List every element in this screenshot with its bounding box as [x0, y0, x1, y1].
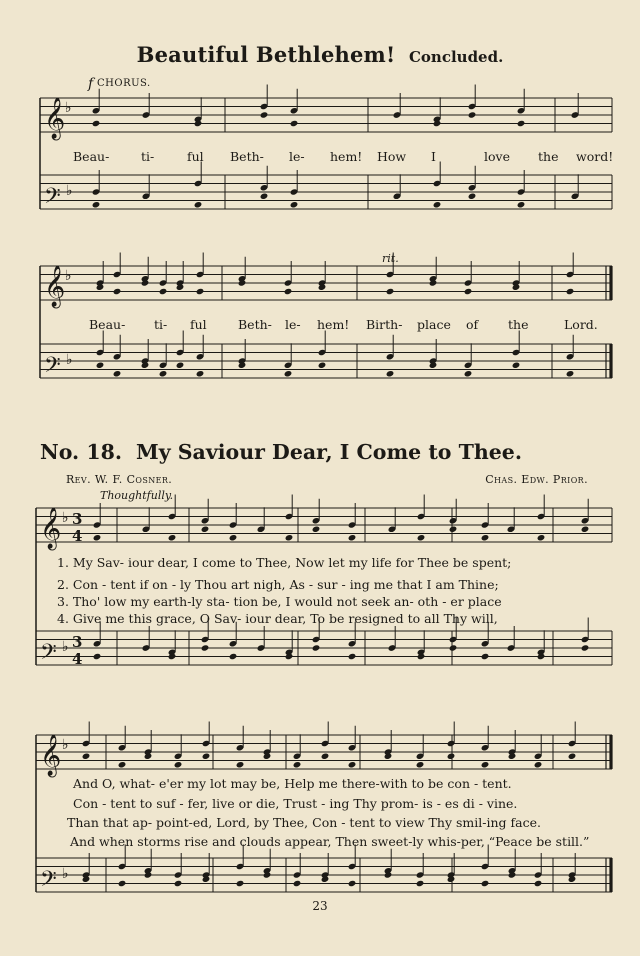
note-head — [348, 534, 357, 541]
note-head — [229, 534, 238, 541]
time-signature-bottom: 4 — [72, 527, 83, 545]
lyric-syllable: I — [431, 149, 436, 164]
verse-4-line-b: And when storms rise and clouds appear, Then sweet-ly whis-per, “Peace be still.” — [70, 834, 590, 849]
lyric-syllable: ful — [187, 149, 204, 164]
note-head — [481, 880, 490, 887]
lyric-syllable: le- — [285, 317, 301, 332]
bass-clef: 𝄢 — [40, 640, 57, 670]
note-head — [174, 880, 183, 887]
key-flat: ♭ — [65, 268, 72, 284]
note-head — [312, 644, 321, 651]
lyric-syllable: Birth- — [366, 317, 403, 332]
note-head — [312, 526, 321, 533]
note-head — [464, 288, 473, 295]
key-flat: ♭ — [66, 183, 73, 199]
note-head — [481, 761, 490, 768]
note-head — [236, 880, 245, 887]
lyric-syllable: How — [377, 149, 407, 164]
note-head — [534, 880, 543, 887]
key-flat: ♭ — [62, 737, 69, 753]
key-flat: ♭ — [66, 352, 73, 368]
note-head — [348, 880, 357, 887]
lyric-syllable: Lord. — [564, 317, 598, 332]
lyric-syllable: the — [508, 317, 529, 332]
note-head — [202, 753, 211, 760]
note-head — [236, 761, 245, 768]
lyric-syllable: word! — [576, 149, 614, 164]
note-head — [113, 370, 122, 377]
verse-1-line-b: And O, what- e'er my lot may be, Help me there-with to be con - tent. — [73, 776, 512, 791]
note-head — [449, 526, 458, 533]
lyric-syllable: le- — [289, 149, 305, 164]
rit-marking: rit. — [382, 252, 399, 265]
note-head — [176, 362, 185, 369]
note-head — [386, 288, 395, 295]
hymn-number: No. 18. — [40, 440, 122, 464]
lyric-syllable: Beau- — [89, 317, 126, 332]
lyric-syllable: Beth- — [238, 317, 272, 332]
note-head — [201, 526, 210, 533]
time-signature-bottom: 4 — [72, 650, 83, 668]
composer-credit: Chas. Edw. Prior. — [485, 473, 588, 486]
hymn-name: My Saviour Dear, I Come to Thee. — [136, 440, 522, 464]
lyricist-credit: Rev. W. F. Cosner. — [66, 473, 173, 486]
key-flat: ♭ — [65, 100, 72, 116]
note-head — [481, 534, 490, 541]
note-head — [159, 288, 168, 295]
note-head — [568, 753, 577, 760]
note-head — [566, 370, 575, 377]
verse-1-line-a: 1. My Sav- iour dear, I come to Thee, Now let my life for Thee be spent; — [57, 555, 512, 570]
note-head — [321, 753, 330, 760]
section-label: CHORUS. — [97, 78, 151, 89]
bass-clef: 𝄢 — [44, 184, 61, 214]
note-head — [293, 880, 302, 887]
verse-3-line-b: Than that ap- point-ed, Lord, by Thee, Con - tent to view Thy smil-ing face. — [67, 815, 541, 830]
lyric-syllable: Beth- — [230, 149, 264, 164]
note-head — [416, 880, 425, 887]
note-head — [449, 644, 458, 651]
note-head — [92, 201, 101, 208]
lyric-syllable: the — [538, 149, 559, 164]
tempo-marking: Thoughtfully. — [100, 489, 174, 502]
note-head — [118, 880, 127, 887]
page-number: 23 — [312, 899, 328, 913]
note-head — [196, 288, 205, 295]
note-head — [174, 761, 183, 768]
lyric-syllable: ti- — [141, 149, 155, 164]
treble-clef: 𝄞 — [44, 266, 66, 307]
note-head — [348, 761, 357, 768]
lyric-syllable: love — [484, 149, 510, 164]
note-head — [348, 653, 357, 660]
song-title-main: Beautiful Bethlehem! — [136, 42, 396, 67]
note-head — [113, 288, 122, 295]
verse-2-line-b: Con - tent to suf - fer, live or die, Trust - ing Thy prom- is - es di - vine. — [73, 796, 518, 811]
note-head — [285, 534, 294, 541]
lyric-syllable: ti- — [154, 317, 168, 332]
note-head — [581, 644, 590, 651]
note-head — [82, 753, 91, 760]
note-head — [118, 761, 127, 768]
note-head — [517, 120, 526, 127]
note-head — [537, 534, 546, 541]
note-head — [229, 653, 238, 660]
note-head — [284, 370, 293, 377]
note-head — [194, 201, 203, 208]
note-head — [196, 370, 205, 377]
note-head — [260, 193, 269, 200]
note-head — [566, 288, 575, 295]
note-head — [159, 370, 168, 377]
lyric-syllable: hem! — [330, 149, 363, 164]
note-head — [93, 534, 102, 541]
song-title-sub: Concluded. — [408, 48, 504, 66]
note-head — [318, 362, 327, 369]
note-head — [92, 120, 101, 127]
dynamic-marking: f — [88, 76, 94, 92]
time-signature-top: 3 — [72, 510, 83, 528]
lyric-syllable: place — [417, 317, 451, 332]
note-head — [433, 201, 442, 208]
note-head — [293, 761, 302, 768]
note-head — [481, 653, 490, 660]
time-signature-top: 3 — [72, 633, 83, 651]
note-head — [468, 193, 477, 200]
note-head — [93, 653, 102, 660]
note-head — [416, 761, 425, 768]
key-flat: ♭ — [62, 639, 69, 655]
note-head — [386, 370, 395, 377]
treble-clef: 𝄞 — [40, 735, 62, 776]
note-head — [168, 534, 177, 541]
lyric-syllable: of — [466, 317, 479, 332]
key-flat: ♭ — [62, 510, 69, 526]
lyric-syllable: ful — [190, 317, 207, 332]
note-head — [417, 534, 426, 541]
bass-clef: 𝄢 — [40, 867, 57, 897]
treble-clef: 𝄞 — [44, 98, 66, 139]
treble-clef: 𝄞 — [40, 508, 62, 549]
note-head — [447, 753, 456, 760]
lyric-syllable: hem! — [317, 317, 350, 332]
note-head — [96, 362, 105, 369]
note-head — [284, 288, 293, 295]
verse-4-line-a: 4. Give me this grace, O Sav- iour dear, To be resigned to all Thy will, — [57, 611, 498, 626]
verse-2-line-a: 2. Con - tent if on - ly Thou art nigh, As - sur - ing me that I am Thine; — [57, 577, 499, 592]
note-head — [534, 761, 543, 768]
note-head — [290, 201, 299, 208]
note-head — [260, 111, 269, 118]
key-flat: ♭ — [62, 866, 69, 882]
bass-clef: 𝄢 — [44, 353, 61, 383]
note-head — [464, 370, 473, 377]
note-head — [512, 362, 521, 369]
note-head — [581, 526, 590, 533]
note-head — [517, 201, 526, 208]
note-head — [290, 120, 299, 127]
note-head — [468, 111, 477, 118]
lyric-syllable: Beau- — [73, 149, 110, 164]
verse-3-line-a: 3. Tho' low my earth-ly sta- tion be, I would not seek an- oth - er place — [57, 594, 502, 609]
note-head — [201, 644, 210, 651]
